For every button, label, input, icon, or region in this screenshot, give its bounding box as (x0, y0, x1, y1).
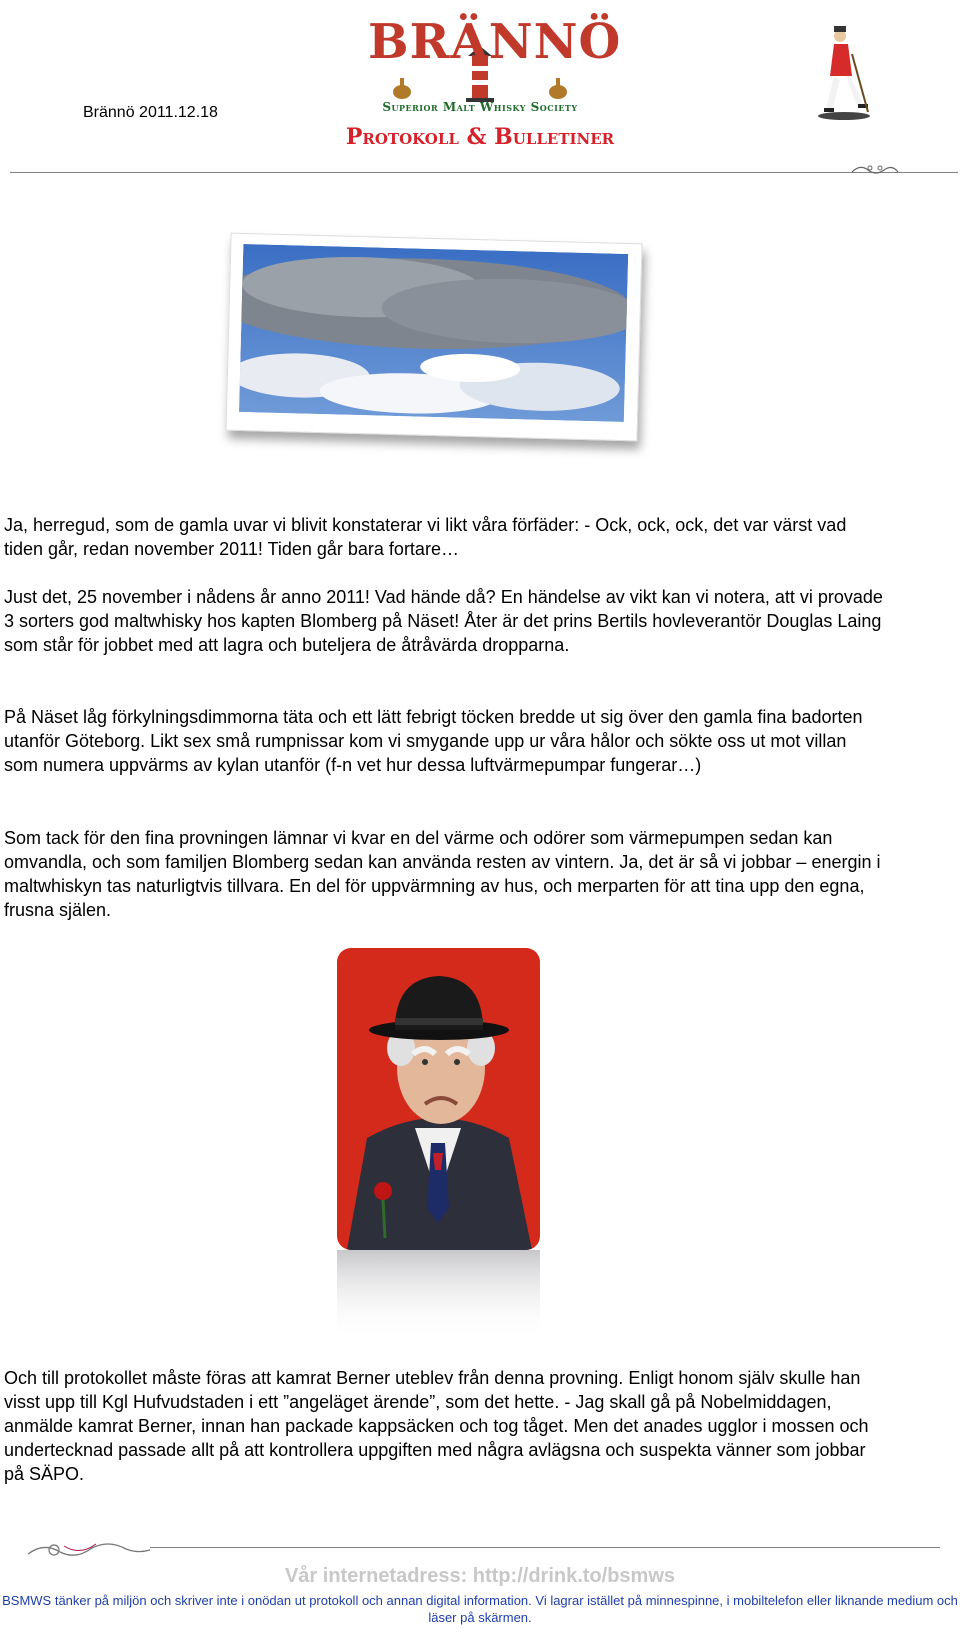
web-address: Vår internetadress: http://drink.to/bsmws (284, 1565, 676, 1587)
paragraph-berner: Och till protokollet måste föras att kamrat Berner uteblev från denna provning. Enligt honom själv skulle han visst upp till Kgl Hufvudstaden i ett ”angeläget ärende”, som det hette. - Jag skall gå på Nobelmiddagen, anmälde kamrat Berner, innan han packade kappsäcken och tog tåget. Men det anades ugglor i mossen och undertecknad passade allt på att kontrollera uppgiften med några avlägsna och suspekta vänner som jobbar på SÄPO. (4, 1368, 869, 1484)
footer-environment-note: BSMWS tänker på miljön och skriver inte i onödan ut protokoll och annan digital information. Vi lagrar istället på minnespinne, i mobiltelefon eller liknande medium och läser på skärmen. (2, 1593, 958, 1625)
footer-ornament-icon (24, 1536, 154, 1564)
paragraph-intro: Ja, herregud, som de gamla uvar vi blivit konstaterar vi likt våra förfäder: - Ock, ock, ock, det var värst vad tiden går, redan november 2011! Tiden går bara fortare… (4, 515, 847, 559)
logo-subtitle: Superior Malt Whisky Society (382, 100, 578, 114)
portrait-reflection (337, 1250, 540, 1340)
footer-divider (150, 1547, 940, 1548)
logo-title: BRÄNNÖ (368, 14, 622, 70)
rule-ornament-icon (850, 162, 900, 176)
paragraph-tasting: Just det, 25 november i nådens år anno 2011! Vad hände då? En händelse av vikt kan vi notera, att vi provade 3 sorters god maltwhisky hos kapten Blomberg på Näset! Åter är det prins Bertils hovleverantör Douglas Laing som står för jobbet med att lagra och buteljera de åtråvärda dropparna. (4, 587, 883, 655)
header-divider (10, 172, 958, 173)
paragraph-thanks: Som tack för den fina provningen lämnar vi kvar en del värme och odörer som värmepumpen sedan kan omvandla, och som familjen Blomberg sedan kan använda resten av vintern. Ja, det är så vi jobbar – energin i maltwhiskyn tas naturligtvis tillvara. En del för uppvärmning av hus, och merparten för att tina upp den egna, frusna själen. (4, 828, 881, 920)
grumpy-man-portrait (337, 948, 540, 1250)
document-date: Brännö 2011.12.18 (83, 104, 218, 121)
cloudy-sky-photo (225, 233, 642, 442)
paragraph-naset: På Näset låg förkylningsdimmorna täta och ett lätt febrigt töcken bredde ut sig över den gamla fina badorten utanför Göteborg. Likt sex små rumpnissar kom vi smygande upp ur våra hålor och sökte oss ut mot villan som numera uppvärms av kylan utanför (f-n vet hur dessa luftvärmepumpar fungerar…) (4, 707, 863, 775)
section-title: Protokoll & Bulletiner (345, 124, 615, 150)
striding-man-logo (808, 24, 878, 122)
